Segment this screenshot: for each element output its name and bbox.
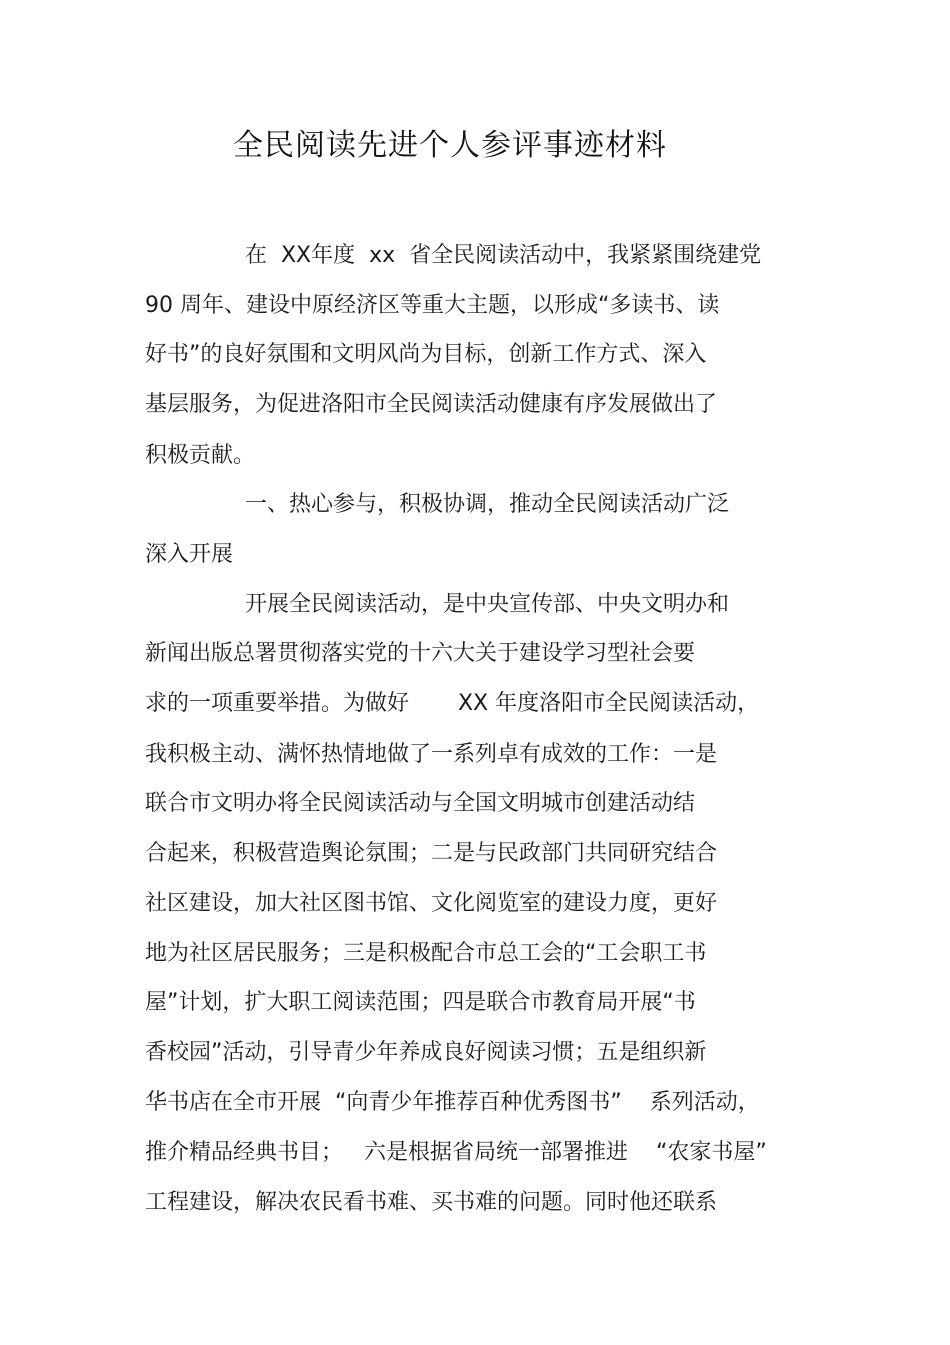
paragraph-line: 新闻出版总署贯彻落实党的十六大关于建设学习型社会要 xyxy=(145,641,696,666)
paragraph-line: 在 XX年度 xx 省全民阅读活动中，我紧紧围绕建党 xyxy=(245,243,762,268)
paragraph-line: 开展全民阅读活动，是中央宣传部、中央文明办和 xyxy=(245,592,730,617)
document-title: 全民阅读先进个人参评事迹材料 xyxy=(233,128,667,163)
paragraph-line: 积极贡献。 xyxy=(145,443,256,468)
paragraph-line: 推介精品经典书目； 六是根据省局统一部署推进 “农家书屋” xyxy=(145,1140,767,1165)
paragraph-line: 工程建设，解决农民看书难、买书难的问题。同时他还联系 xyxy=(145,1190,718,1215)
paragraph-line: 90 周年、建设中原经济区等重大主题，以形成“多读书、读 xyxy=(145,293,720,318)
paragraph-line: 香校园”活动，引导青少年养成良好阅读习惯；五是组织新 xyxy=(145,1040,707,1065)
paragraph-line: 联合市文明办将全民阅读活动与全国文明城市创建活动结 xyxy=(145,791,696,816)
paragraph-line: 社区建设，加大社区图书馆、文化阅览室的建设力度，更好 xyxy=(145,891,718,916)
paragraph-line: 华书店在全市开展 “向青少年推荐百种优秀图书” 系列活动， xyxy=(145,1090,760,1115)
paragraph-line: 好书”的良好氛围和文明风尚为目标，创新工作方式、深入 xyxy=(145,342,707,367)
paragraph-line: 我积极主动、满怀热情地做了一系列卓有成效的工作：一是 xyxy=(145,742,718,767)
paragraph-line: 合起来，积极营造舆论氛围；二是与民政部门共同研究结合 xyxy=(145,841,718,866)
section-heading-line: 一、热心参与，积极协调，推动全民阅读活动广泛 xyxy=(245,492,730,517)
paragraph-line: 基层服务，为促进洛阳市全民阅读活动健康有序发展做出了 xyxy=(145,392,718,417)
section-heading-line: 深入开展 xyxy=(145,542,234,567)
paragraph-line: 屋”计划，扩大职工阅读范围；四是联合市教育局开展“书 xyxy=(145,990,696,1015)
paragraph-line: 地为社区居民服务；三是积极配合市总工会的“工会职工书 xyxy=(145,941,707,966)
paragraph-line: 求的一项重要举措。为做好 XX 年度洛阳市全民阅读活动， xyxy=(145,691,760,716)
